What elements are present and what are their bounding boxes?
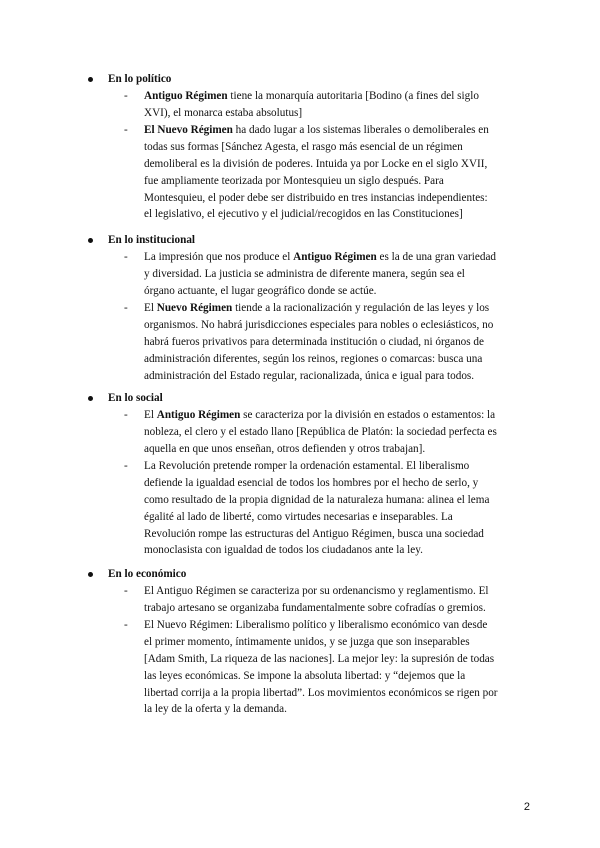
section-heading-text: En lo económico	[108, 568, 187, 580]
text-line: El Nuevo Régimen ha dado lugar a los sistemas liberales o demoliberales en	[144, 124, 489, 136]
dash-marker: -	[124, 460, 128, 472]
list-item-text	[144, 122, 534, 223]
text-line: órgano actuante, el lugar geográfico donde se actúe.	[144, 284, 377, 297]
text-line: Revolución rompe las estructuras del Antiguo Régimen, busca una sociedad	[144, 527, 484, 540]
list-item-text	[144, 249, 534, 300]
bullet-icon	[88, 396, 93, 401]
text-line: trabajo artesano se organizaba fundamentalmente sobre cofradías o gremios.	[144, 601, 486, 614]
text-line: todas sus formas [Sánchez Agesta, el rasgo más esencial de un régimen	[144, 140, 463, 153]
list-item-text	[144, 88, 534, 122]
bold-term: El Nuevo Régimen	[144, 124, 233, 136]
dash-marker: -	[124, 124, 128, 136]
section-heading-text: En lo social	[108, 392, 163, 404]
text-line: égalité al lado de liberté, como virtudes necesarias e inseparables. La	[144, 510, 453, 523]
dash-marker: -	[124, 90, 128, 102]
text-line: El Antiguo Régimen se caracteriza por su ordenancismo y reglamentismo. El	[144, 585, 489, 597]
text-line: el legislativo, el ejecutivo y el judicial/recogidos en las Constituciones]	[144, 208, 463, 221]
text-line: habrá fueros privativos para determinada institución o ciudad, ni órganos de	[144, 335, 484, 348]
bullet-icon	[88, 572, 93, 577]
text-line: libertad corrija a la propia libertad”. Los movimientos económicos se rigen por	[144, 686, 498, 699]
text-line: El Antiguo Régimen se caracteriza por la división en estados o estamentos: la	[144, 409, 496, 421]
text-line: organismos. No habrá jurisdicciones especiales para nobles o eclesiásticos, no	[144, 318, 494, 331]
bold-term: Antiguo Régimen	[156, 409, 241, 421]
text-line: la ley de la oferta y la demanda.	[144, 703, 287, 716]
text-line: XVI), el monarca estaba absolutus]	[144, 106, 303, 119]
bullet-icon	[88, 238, 93, 243]
text-line: La Revolución pretende romper la ordenación estamental. El liberalismo	[144, 460, 470, 472]
bullet-icon	[88, 77, 93, 82]
text-line: monoclasista con igualdad de todos los ciudadanos ante la ley.	[144, 544, 423, 557]
text-line: defiende la igualdad esencial de todos los hombres por el hecho de serlo, y	[144, 476, 479, 489]
text-line: fue ampliamente teorizada por Montesquieu un siglo después. Para	[144, 174, 444, 187]
text-line: administración del Estado regular, racionalizada, única e igual para todos.	[144, 369, 475, 382]
text-line: [Adam Smith, La riqueza de las naciones]. La mejor ley: la supresión de todas	[144, 652, 495, 665]
text-line: aquella en que unos enseñan, otros defienden y otros trabajan].	[144, 442, 426, 455]
text-line: las leyes económicas. Se impone la absoluta libertad: y “dejemos que la	[144, 669, 466, 682]
list-item-text	[144, 300, 534, 384]
text-line: y diversidad. La justicia se administra de diferente manera, según sea el	[144, 267, 465, 280]
text-line: Antiguo Régimen tiene la monarquía autoritaria [Bodino (a fines del siglo	[144, 90, 479, 102]
list-item-text	[144, 407, 534, 458]
dash-marker: -	[124, 251, 128, 263]
text-line: El Nuevo Régimen tiende a la racionalización y regulación de las leyes y los	[144, 302, 490, 314]
text-line: El Nuevo Régimen: Liberalismo político y liberalismo económico van desde	[144, 619, 488, 631]
list-item-text	[144, 617, 534, 718]
text-line: como resultado de la propia dignidad de la naturaleza humana: alinea el lema	[144, 493, 490, 506]
text-line: La impresión que nos produce el Antiguo Régimen es la de una gran variedad	[144, 251, 497, 263]
text-line: el primer momento, íntimamente unidos, y se juzga que son inseparables	[144, 635, 470, 648]
dash-marker: -	[124, 409, 128, 421]
bold-term: Antiguo Régimen	[144, 90, 228, 102]
section-heading-text: En lo político	[108, 73, 172, 85]
bold-term: Nuevo Régimen	[156, 302, 233, 314]
bold-term: Antiguo Régimen	[293, 251, 377, 263]
list-item-text	[144, 458, 534, 559]
page-number: 2	[523, 801, 530, 813]
text-line: Montesquieu, el poder debe ser distribuido en tres instancias independientes:	[144, 191, 488, 204]
dash-marker: -	[124, 619, 128, 631]
dash-marker: -	[124, 585, 128, 597]
list-item-text	[144, 583, 534, 617]
text-line: demoliberal es la división de poderes. Intuida ya por Locke en el siglo XVII,	[144, 157, 488, 170]
section-heading-text: En lo institucional	[108, 234, 196, 246]
text-line: nobleza, el clero y el estado llano [República de Platón: la sociedad perfecta es	[144, 425, 497, 438]
dash-marker: -	[124, 302, 128, 314]
text-line: administración diferentes, según los reinos, regiones o comarcas: busca una	[144, 352, 483, 365]
